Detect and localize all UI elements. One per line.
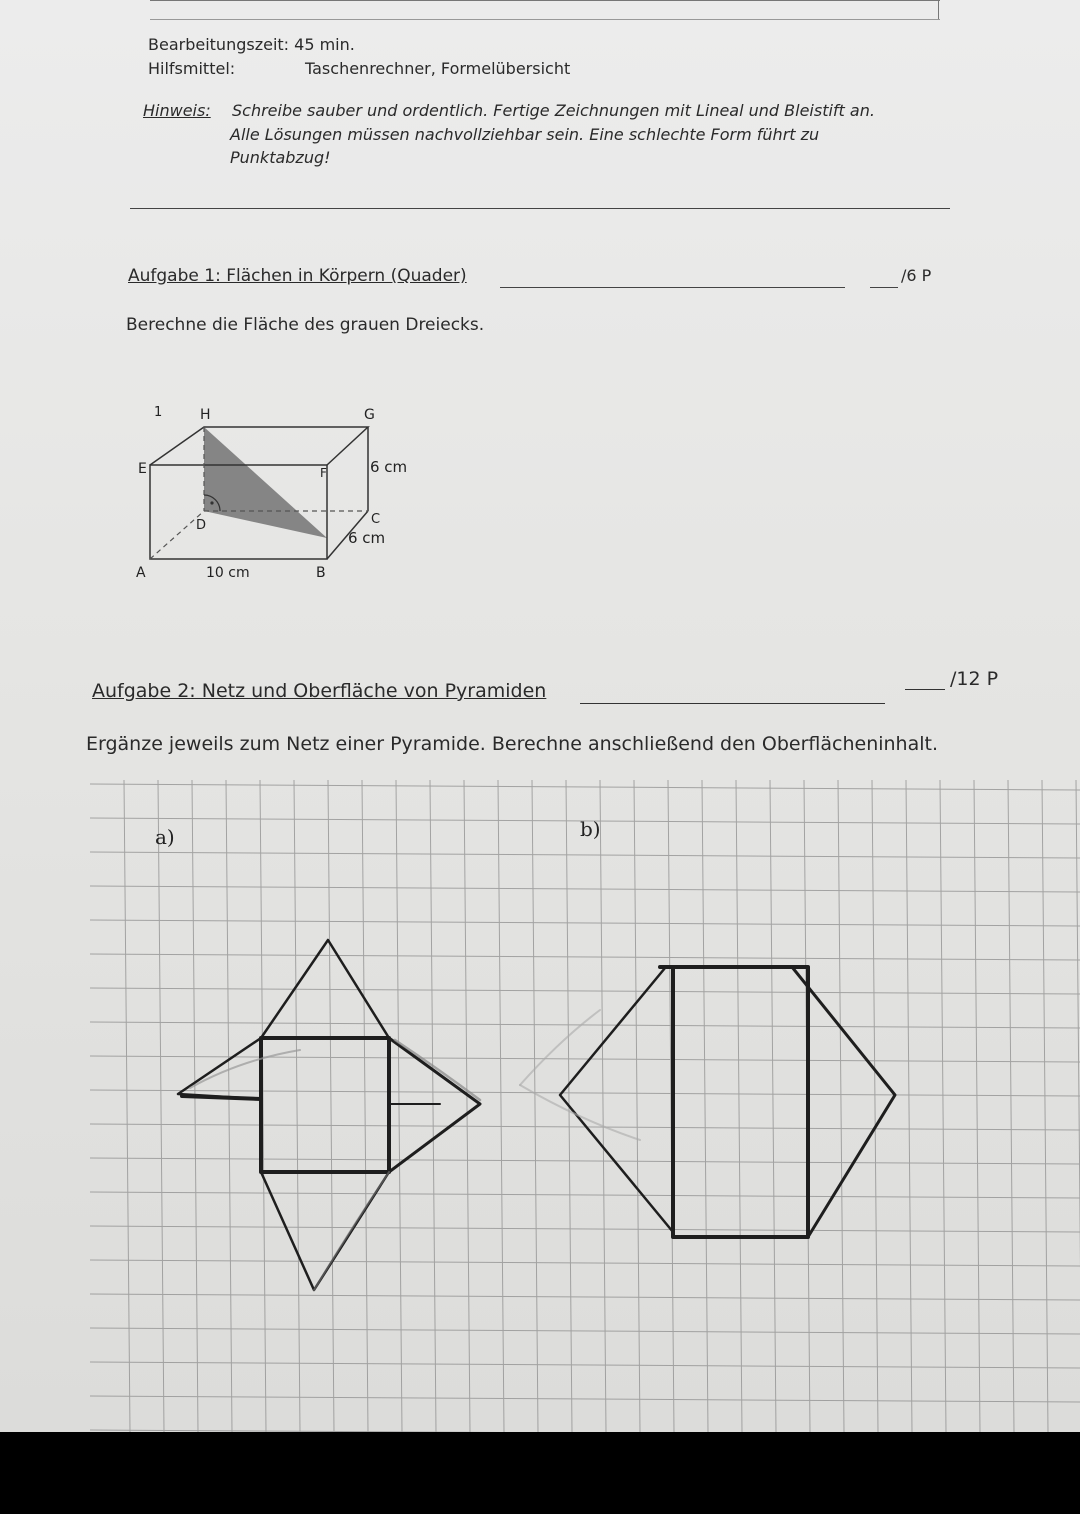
label-d: D xyxy=(196,518,207,533)
grid-vline xyxy=(430,780,436,1432)
label-h: H xyxy=(200,407,211,423)
task1-instruction: Berechne die Fläche des grauen Dreiecks. xyxy=(126,315,485,335)
time-label: Bearbeitungszeit: 45 min. xyxy=(148,35,355,54)
grid-hline xyxy=(90,1090,1080,1096)
grid-vline xyxy=(362,780,368,1432)
label-e: E xyxy=(138,461,147,477)
grid-vline xyxy=(158,780,164,1432)
label-b: B xyxy=(316,565,326,581)
dim-length: 10 cm xyxy=(206,565,250,581)
grid-vline xyxy=(294,780,300,1432)
grid-hline xyxy=(90,988,1080,994)
task2-points: /12 P xyxy=(950,668,999,690)
grid-vline xyxy=(124,780,130,1432)
grid-vline xyxy=(396,780,402,1432)
net-a-left-triangle xyxy=(178,1038,261,1099)
net-b-left-triangle xyxy=(560,968,673,1232)
note-line-3: Punktabzug! xyxy=(230,148,331,167)
grid-vline xyxy=(838,780,844,1432)
aids-value: Taschenrechner, Formelübersicht xyxy=(305,59,571,78)
dim-depth: 6 cm xyxy=(348,529,386,547)
grid-vline xyxy=(532,780,538,1432)
grid-vline xyxy=(736,780,742,1432)
grid-hline xyxy=(90,1226,1080,1232)
grid-hline xyxy=(90,1396,1080,1402)
aids-label: Hilfsmittel: xyxy=(148,59,236,78)
grid-vline xyxy=(464,780,470,1432)
grid-hline xyxy=(90,1260,1080,1266)
grid-vline xyxy=(906,780,912,1432)
grid-vline xyxy=(498,780,504,1432)
task2-title: Aufgabe 2: Netz und Oberfläche von Pyramiden xyxy=(92,680,547,702)
grid-hline xyxy=(90,1158,1080,1164)
grid-vline xyxy=(974,780,980,1432)
grid-hline xyxy=(90,1328,1080,1334)
dim-height: 6 cm xyxy=(370,458,408,476)
grid-hline xyxy=(90,1362,1080,1368)
label-one: 1 xyxy=(154,405,163,420)
part-b-label: b) xyxy=(580,817,601,841)
grid-hline xyxy=(90,1056,1080,1062)
label-f: F xyxy=(320,466,327,480)
grid-vline xyxy=(872,780,878,1432)
note-line-1: Schreibe sauber und ordentlich. Fertige Zeichnungen mit Lineal und Bleistift an. xyxy=(232,101,875,120)
grid-hline xyxy=(90,1192,1080,1198)
label-c: C xyxy=(371,512,381,527)
grid-vline xyxy=(328,780,334,1432)
grid-vline xyxy=(770,780,776,1432)
grid-hline xyxy=(90,852,1080,858)
task1-title: Aufgabe 1: Flächen in Körpern (Quader) xyxy=(128,266,467,286)
grid-vline xyxy=(226,780,232,1432)
note-line-2: Alle Lösungen müssen nachvollziehbar sein. Eine schlechte Form führt zu xyxy=(230,125,820,144)
part-a-label: a) xyxy=(155,825,175,849)
task1-points: /6 P xyxy=(901,266,932,285)
grid-hline xyxy=(90,920,1080,926)
grid-hline xyxy=(90,954,1080,960)
grid-hline xyxy=(90,1294,1080,1300)
task2-instruction: Ergänze jeweils zum Netz einer Pyramide. Berechne anschließend den Oberflächeninhalt. xyxy=(86,733,939,755)
grid-vline xyxy=(702,780,708,1432)
grid-vline xyxy=(600,780,606,1432)
note-label: Hinweis: xyxy=(143,101,211,120)
label-g: G xyxy=(364,407,375,423)
grid-vline xyxy=(1008,780,1014,1432)
grid-hline xyxy=(90,886,1080,892)
grid-vline xyxy=(634,780,640,1432)
grid-hline xyxy=(90,784,1080,790)
label-a: A xyxy=(136,565,146,581)
grid-vline xyxy=(192,780,198,1432)
grid-vline xyxy=(940,780,946,1432)
grid-hline xyxy=(90,1430,1080,1432)
